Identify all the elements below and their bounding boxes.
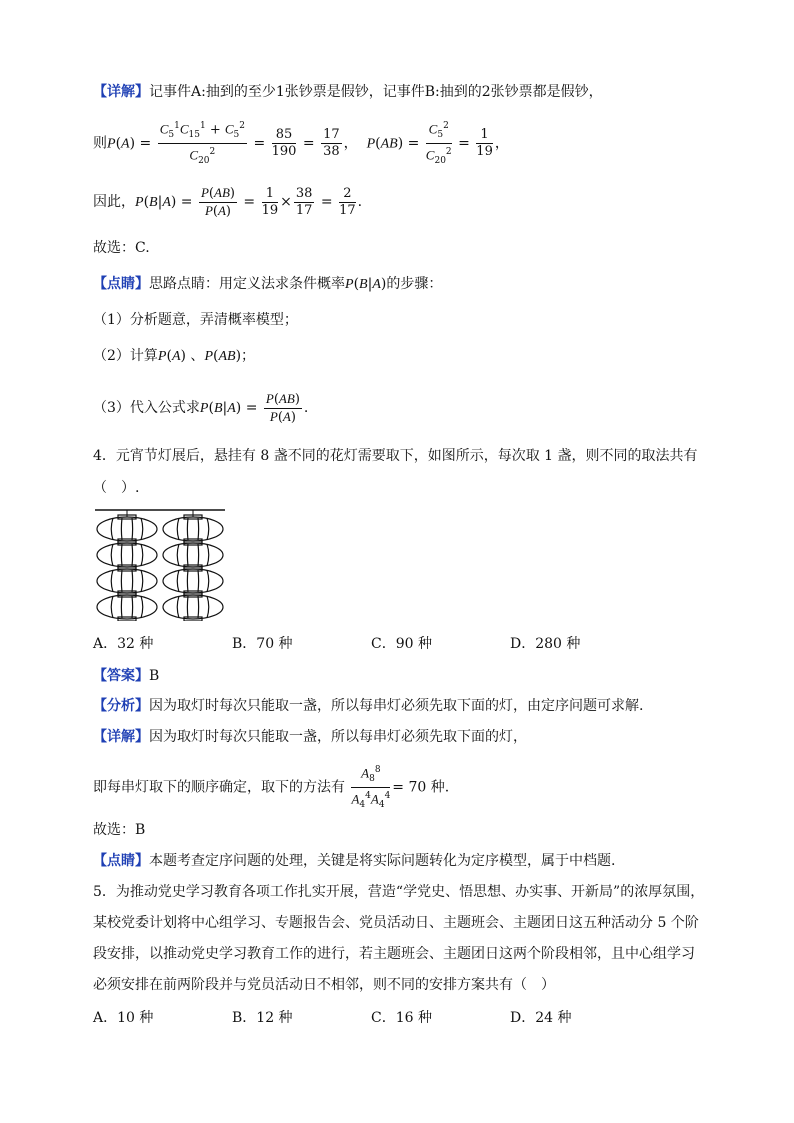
q3-step3-frac: $\frac{P(AB)}{P(A)}$ [265,390,300,425]
q4-option-c: C．90 种 [371,636,432,652]
comment-tag: 【点睛】 [93,276,149,292]
lantern [97,517,157,541]
lanterns-figure [93,507,229,621]
q3-pab-frac1: $\frac{C_5^2}{C_{20}^2}$ [426,118,452,169]
q3-pa-prefix: 则 [93,135,107,152]
q3-pab-frac2: $\frac{1}{19}$ [476,126,493,159]
lantern [163,543,223,567]
q5-option-c: C．16 种 [371,1010,432,1026]
q4-analysis-line [93,696,643,716]
q4-stem-line2: （ ）. [93,480,140,496]
comment-tag-2: 【点睛】 [93,853,149,869]
q3-choose: 故选：C. [93,240,150,256]
q3-comment-tail: 的步骤： [386,276,443,292]
q5-line1: 5．为推动党史学习教育各项工作扎实开展，营造“学党史、悟思想、办实事、开新局”的浓厚氛围， [93,884,705,900]
lantern [97,543,157,567]
q3-step3-line: （3）代入公式求P(B|A) = $\frac{P(AB)}{P(A)}$ . [93,390,309,425]
q3-therefore: 因此， [93,194,135,210]
answer-tag: 【答案】 [93,668,149,684]
q3-step2: （2）计算 [93,348,158,364]
q4-option-b: B．70 种 [232,636,293,652]
q3-detail-line [93,82,603,102]
analysis-tag: 【分析】 [93,698,149,714]
q4-detail-line [93,727,527,747]
q4-order-text: 即每串灯取下的顺序确定，取下的方法有 [93,779,345,796]
q3-pa-frac3: $\frac{17}{38}$ [323,126,340,159]
lantern [163,517,223,541]
q4-analysis: 因为取灯时每次只能取一盏，所以每串灯必须先取下面的灯，由定序问题可求解. [149,698,644,714]
q5-line3: 段安排，以推动党史学习教育工作的进行，若主题班会、主题团日这两个阶段相邻，且中心组学习 [93,946,695,962]
q3-step1: （1）分析题意，弄清概率模型； [93,312,298,328]
q4-answer: B [149,668,160,684]
q3-comment-line: 【点睛】思路点睛：用定义法求条件概率P(B|A)的步骤： [93,276,443,292]
q4-formula-line [93,762,450,810]
q3-step2-line: （2）计算P(A) 、P(AB)； [93,348,256,364]
q4-result: = 70 种. [392,779,450,796]
q3-pba-frac2: $\frac{38}{17}$ [295,185,313,218]
q4-stem-line1: 4．元宵节灯展后，悬挂有 8 盏不同的花灯需要取下，如图所示，每次取 1 盏，则不同的取法共有 [93,448,698,464]
q3-pba-frac3: $\frac{2}{17}$ [339,185,356,218]
q4-detail: 因为取灯时每次只能取一盏，所以每串灯必须先取下面的灯， [149,729,527,745]
q3-pba-frac0: $\frac{P(AB)}{P(A)}$ [200,184,235,219]
q3-pba-formula: 因此，P(B|A) = $\frac{P(AB)}{P(A)}$ = $\frac{1}{19}$ × $\frac{38}{17}$ = $\frac{2}{17}$ . [93,184,363,219]
q4-comment: 本题考查定序问题的处理，关键是将实际问题转化为定序模型，属于中档题. [149,853,616,869]
q3-pa-frac1: $\frac{C_5^1C_{15}^1 + C_5^2}{C_{20}^2}$ [158,118,247,169]
q5-line2: 某校党委计划将中心组学习、专题报告会、党员活动日、主题班会、主题团日这五种活动分 5 个阶 [93,915,699,931]
q5-option-b: B．12 种 [232,1010,293,1026]
q3-pa-formula: 则P(A) = $\frac{C_5^1C_{15}^1 + C_5^2}{C_{20}^2}$ = $\frac{85}{190}$ = $\frac{17}{38}$ ， P(AB) = $\frac{C_5^2}{C_{20}^2}$ = $\frac{1}{19}$ ， [93,118,509,162]
lantern [97,569,157,593]
q4-answer-line [93,666,159,686]
q5-option-a: A．10 种 [93,1010,154,1026]
q3-comment-text: 思路点睛：用定义法求条件概率 [149,276,345,292]
q4-choose: 故选：B [93,822,146,838]
lantern [97,595,157,619]
q4-comment-line [93,851,615,871]
q3-pba-frac1: $\frac{1}{19}$ [261,185,279,218]
q3-pa-frac2: $\frac{85}{190}$ [271,126,297,159]
q3-step3: （3）代入公式求 [93,400,200,416]
detail-tag-2: 【详解】 [93,729,149,745]
q4-option-d: D．280 种 [510,636,581,652]
lantern [163,569,223,593]
q4-option-a: A．32 种 [93,636,154,652]
q4-arrangement-frac: $\frac{A_8^8}{A_4^4A_4^4}$ [351,762,390,813]
detail-tag: 【详解】 [93,84,149,100]
q5-line4: 必须安排在前两阶段并与党员活动日不相邻，则不同的安排方案共有（ ） [93,977,555,993]
lantern [163,595,223,619]
q5-option-d: D．24 种 [510,1010,572,1026]
q3-detail-text: 记事件A:抽到的至少1张钞票是假钞，记事件B:抽到的2张钞票都是假钞， [149,84,603,100]
